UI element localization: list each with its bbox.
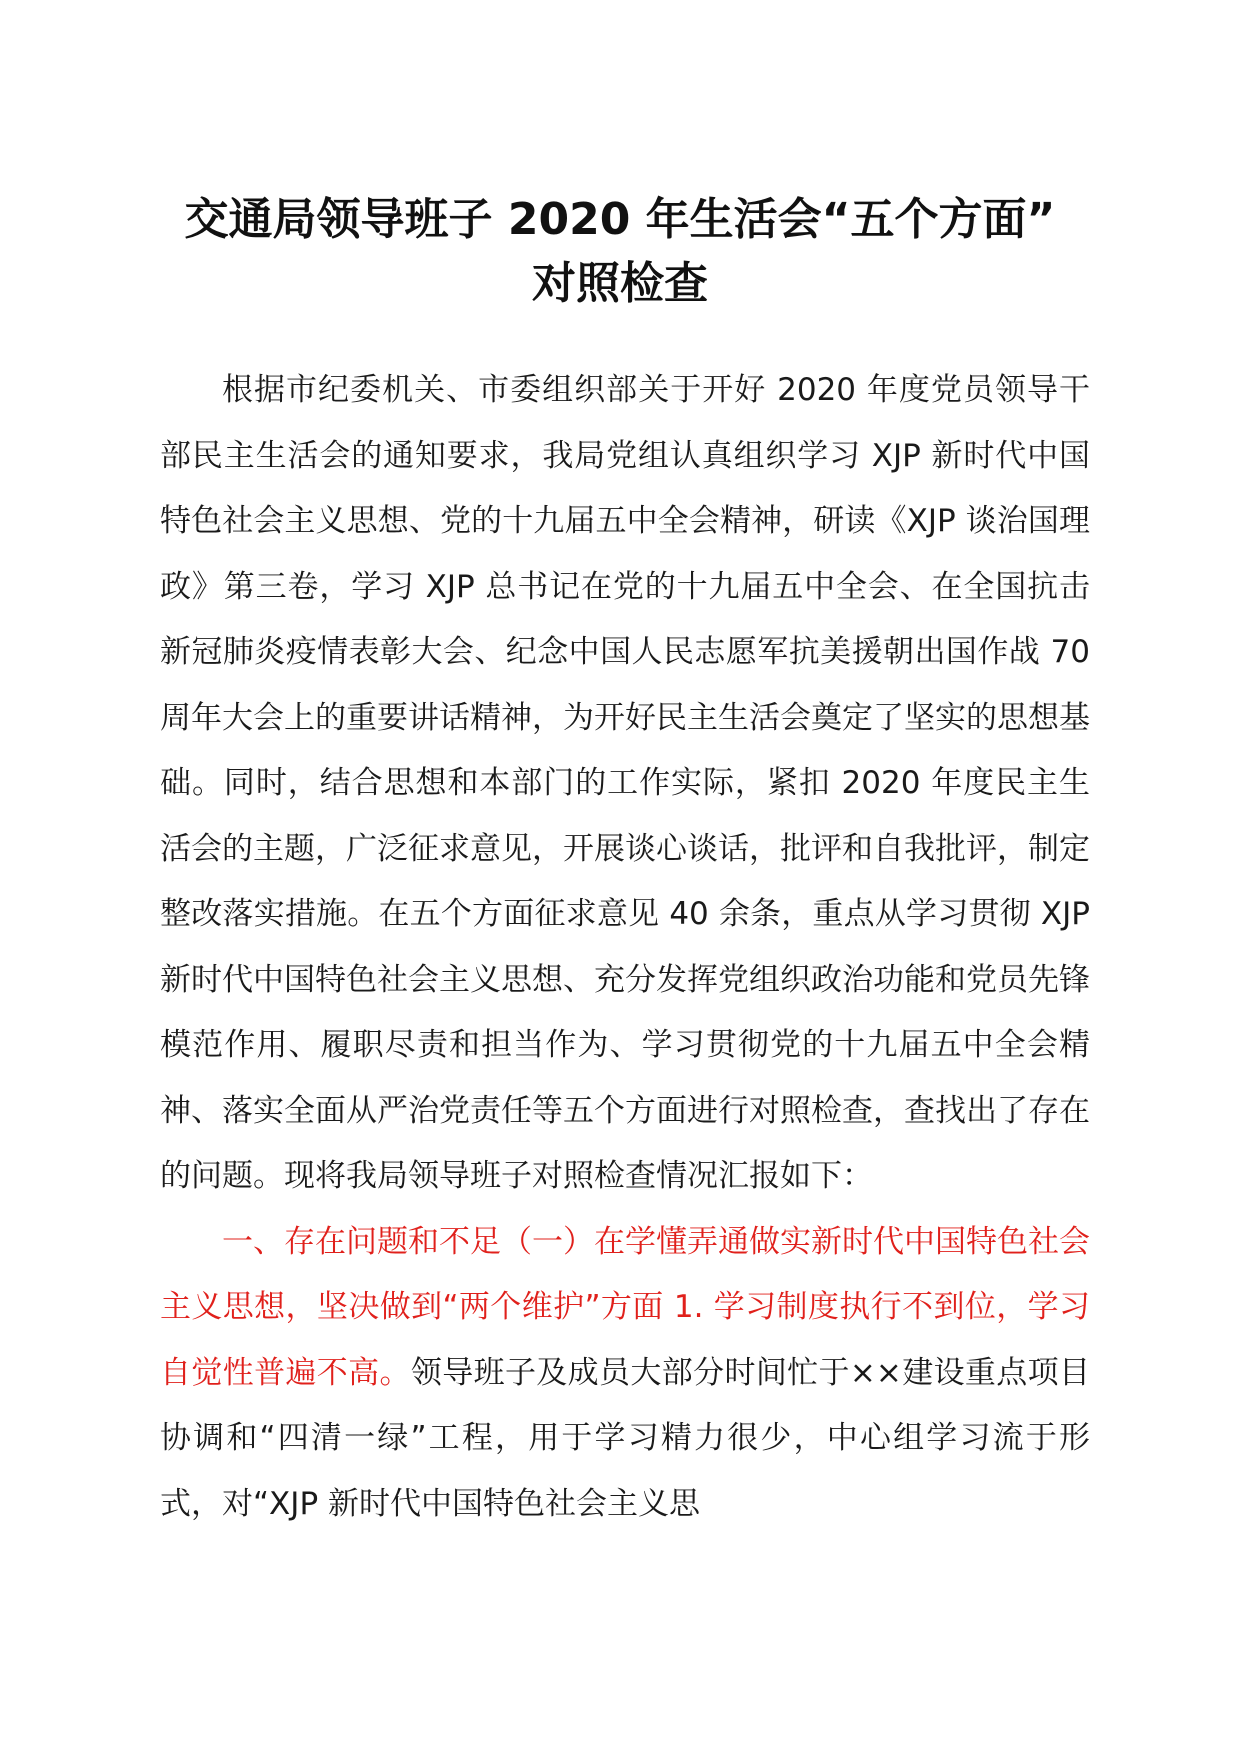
section-heading: 一、存在问题和不足（一）在学懂弄通做实新时代中国特色社会主义思想，坚决做到“两个维护”方面 1. 学习制度执行不到位，学习自觉性普遍不高。 [160,1223,1090,1391]
intro-paragraph: 根据市纪委机关、市委组织部关于开好 2020 年度党员领导干部民主生活会的通知要求，我局党组认真组织学习 XJP 新时代中国特色社会主义思想、党的十九届五中全会精神，研读《XJP 谈治国理政》第三卷，学习 XJP 总书记在党的十九届五中全会、在全国抗击新冠肺炎疫情表彰大会、纪念中国人民志愿军抗美援朝出国作战 70 周年大会上的重要讲话精神，为开好民主生活会奠定了坚实的思想基础。同时，结合思想和本部门的工作实际，紧扣 2020 年度民主生活会的主题，广泛征求意见，开展谈心谈话，批评和自我批评，制定整改落实措施。在五个方面征求意见 40 余条，重点从学习贯彻 XJP 新时代中国特色社会主义思想、充分发挥党组织政治功能和党员先锋模范作用、履职尽责和担当作为、学习贯彻党的十九届五中全会精神、落实全面从严治党责任等五个方面进行对照检查，查找出了存在的问题。现将我局领导班子对照检查情况汇报如下： [160,372,1100,1194]
title-line-1: 交通局领导班子 2020 年生活会“五个方面” [184,194,1056,245]
title-line-2: 对照检查 [532,258,708,309]
document-body [160,358,1100,1537]
problems-body-text: 领导班子及成员大部分时间忙于××建设重点项目协调和“四清一绿”工程，用于学习精力很少，中心组学习流于形式，对“XJP 新时代中国特色社会主义思 [160,1354,1090,1522]
problems-paragraph [160,1210,1090,1538]
document-title [120,188,1120,316]
